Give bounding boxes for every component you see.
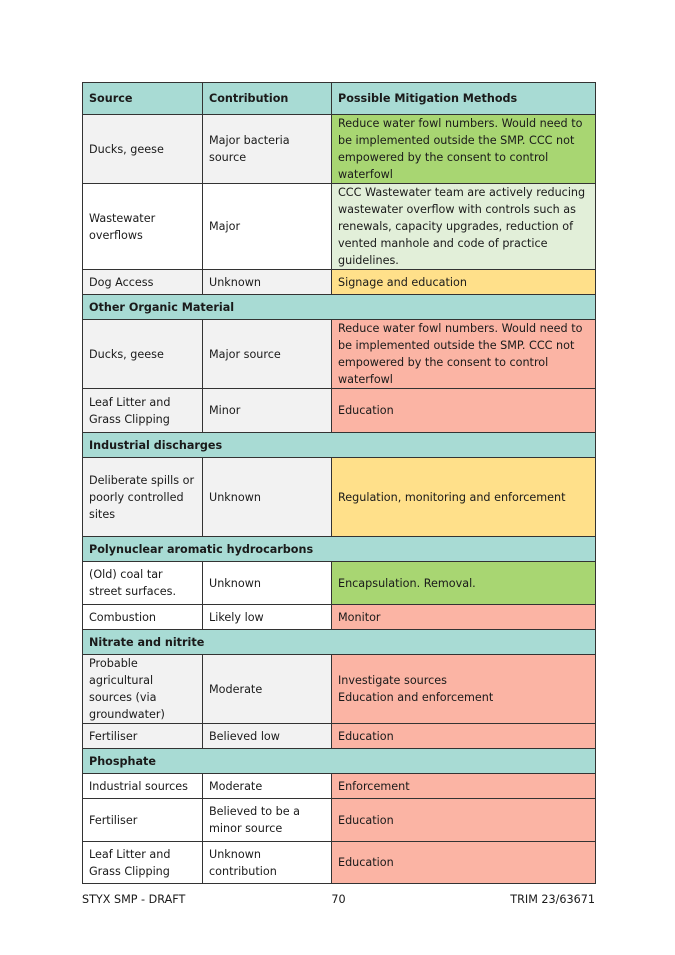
- contribution-cell: Major: [203, 184, 332, 270]
- table-row: [83, 320, 596, 389]
- section-header-row: [83, 630, 596, 655]
- mitigation-cell: Regulation, monitoring and enforcement: [332, 458, 596, 537]
- contribution-cell: Unknown: [203, 562, 332, 605]
- section-title: Industrial discharges: [83, 433, 596, 458]
- mitigation-cell: Signage and education: [332, 270, 596, 295]
- mitigation-cell: CCC Wastewater team are actively reducing wastewater overflow with controls such as renewals, capacity upgrades, reduction of vented manhole and code of practice guidelines.: [332, 184, 596, 270]
- source-cell: Ducks, geese: [83, 115, 203, 184]
- source-cell: Industrial sources: [83, 774, 203, 799]
- mitigation-cell: Monitor: [332, 605, 596, 630]
- mitigation-cell: Education: [332, 842, 596, 884]
- contribution-cell: Major bacteria source: [203, 115, 332, 184]
- contribution-cell: Minor: [203, 389, 332, 433]
- mitigation-cell: Encapsulation. Removal.: [332, 562, 596, 605]
- table-row: [83, 842, 596, 884]
- source-cell: Wastewater overflows: [83, 184, 203, 270]
- table-row: [83, 774, 596, 799]
- table-row: [83, 115, 596, 184]
- contribution-cell: Unknown: [203, 458, 332, 537]
- contribution-cell: Believed to be a minor source: [203, 799, 332, 842]
- mitigation-line: Investigate sources: [338, 674, 447, 687]
- header-contribution: Contribution: [203, 83, 332, 115]
- table-header-row: [83, 83, 596, 115]
- section-header-row: [83, 295, 596, 320]
- section-header-row: [83, 749, 596, 774]
- table-row: [83, 184, 596, 270]
- mitigation-cell: Education: [332, 724, 596, 749]
- mitigation-cell: Reduce water fowl numbers. Would need to be implemented outside the SMP. CCC not empowered by the consent to control waterfowl: [332, 115, 596, 184]
- mitigation-cell: Education: [332, 799, 596, 842]
- table-row: [83, 458, 596, 537]
- source-cell: Probable agricultural sources (via groundwater): [83, 655, 203, 724]
- contribution-cell: Moderate: [203, 655, 332, 724]
- source-cell: Fertiliser: [83, 724, 203, 749]
- source-cell: Leaf Litter and Grass Clipping: [83, 842, 203, 884]
- section-header-row: [83, 537, 596, 562]
- footer-document-title: STYX SMP - DRAFT: [82, 893, 186, 906]
- section-title: Other Organic Material: [83, 295, 596, 320]
- table-row: [83, 605, 596, 630]
- header-source: Source: [83, 83, 203, 115]
- source-cell: Dog Access: [83, 270, 203, 295]
- page-footer: [82, 893, 595, 909]
- contribution-cell: Unknown: [203, 270, 332, 295]
- mitigation-cell: [332, 655, 596, 724]
- table-row: [83, 270, 596, 295]
- table-row: [83, 655, 596, 724]
- table-row: [83, 799, 596, 842]
- source-cell: (Old) coal tar street surfaces.: [83, 562, 203, 605]
- section-header-row: [83, 433, 596, 458]
- section-title: Polynuclear aromatic hydrocarbons: [83, 537, 596, 562]
- table-row: [83, 389, 596, 433]
- header-mitigation: Possible Mitigation Methods: [332, 83, 596, 115]
- source-cell: Deliberate spills or poorly controlled sites: [83, 458, 203, 537]
- contribution-cell: Major source: [203, 320, 332, 389]
- table-row: [83, 724, 596, 749]
- contribution-cell: Likely low: [203, 605, 332, 630]
- source-cell: Ducks, geese: [83, 320, 203, 389]
- contribution-cell: Believed low: [203, 724, 332, 749]
- section-title: Nitrate and nitrite: [83, 630, 596, 655]
- mitigation-cell: Enforcement: [332, 774, 596, 799]
- mitigation-cell: Reduce water fowl numbers. Would need to be implemented outside the SMP. CCC not empowered by the consent to control waterfowl: [332, 320, 596, 389]
- mitigation-table: [82, 82, 596, 884]
- footer-page-number: 70: [331, 893, 346, 906]
- table-row: [83, 562, 596, 605]
- contribution-cell: Moderate: [203, 774, 332, 799]
- contribution-cell: Unknown contribution: [203, 842, 332, 884]
- source-cell: Combustion: [83, 605, 203, 630]
- footer-trim-reference: TRIM 23/63671: [510, 893, 595, 906]
- source-cell: Fertiliser: [83, 799, 203, 842]
- mitigation-cell: Education: [332, 389, 596, 433]
- section-title: Phosphate: [83, 749, 596, 774]
- source-cell: Leaf Litter and Grass Clipping: [83, 389, 203, 433]
- mitigation-line: Education and enforcement: [338, 691, 494, 704]
